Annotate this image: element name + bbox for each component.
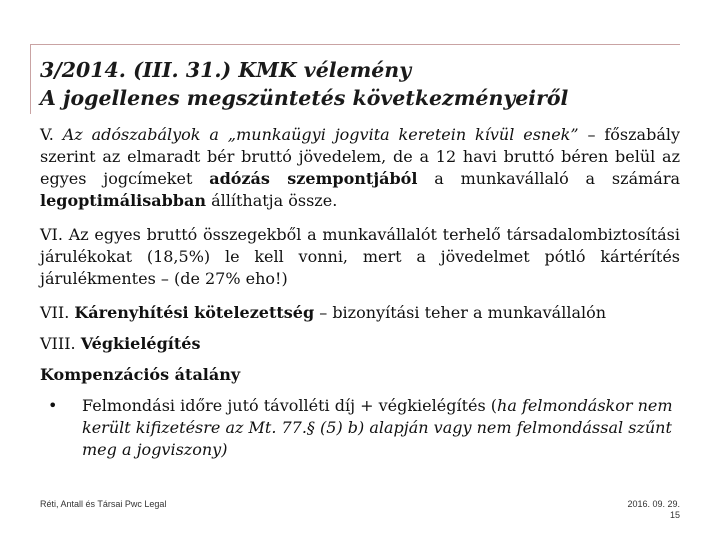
- bullet-text-plain: Felmondási időre jutó távolléti díj + végkielégítés (: [82, 396, 498, 415]
- bullet-text-italic: ha felmondáskor nem került kifizetésre az Mt. 77.§ (5) b) alapján vagy nem felmondással szűnt meg a jogviszony): [82, 396, 673, 459]
- title-line-2: A jogellenes megszüntetés következményeiről: [40, 86, 569, 110]
- frame-horizontal-line: [30, 44, 680, 45]
- paragraph-vii: [40, 302, 680, 324]
- bullet-mark: •: [48, 396, 58, 415]
- frame-vertical-line: [30, 44, 31, 114]
- para-v-italic: Az adószabályok a „munkaügyi jogvita keretein kívül esnek”: [62, 125, 579, 144]
- title-line-1: 3/2014. (III. 31.) KMK vélemény: [40, 58, 412, 82]
- footer-page-number: 15: [669, 510, 680, 520]
- para-viii-bold: Végkielégítés: [80, 334, 201, 353]
- bullet-item: [40, 395, 680, 461]
- slide-body: [40, 124, 680, 461]
- heading-kompenzacios: Kompenzációs átalány: [40, 365, 241, 384]
- para-v-bold1: adózás szempontjából: [209, 169, 418, 188]
- para-vii-bold: Kárenyhítési kötelezettség: [74, 303, 315, 322]
- footer-date: 2016. 09. 29.: [627, 499, 680, 509]
- para-v-text2: a munkavállaló a számára: [417, 169, 681, 188]
- paragraph-vi: VI. Az egyes bruttó összegekből a munkavállalót terhelő társadalombiztosítási járulékokat (18,5%) le kell vonni, mert a jövedelmet pótló kártérítés járulékmentes – (de 27% eho!): [40, 225, 680, 288]
- footer-meta: [627, 499, 680, 521]
- para-v-text3: állíthatja össze.: [205, 191, 338, 210]
- para-viii-lead: VIII.: [40, 334, 81, 353]
- para-vii-text: – bizonyítási teher a munkavállalón: [314, 303, 607, 322]
- slide-title: [40, 56, 700, 112]
- paragraph-v: [40, 124, 680, 212]
- para-v-text1: – főszabály szerint az elmaradt bér bruttó jövedelem, de a 12 havi bruttó béren belül az egyes jogcímeket: [40, 125, 681, 188]
- paragraph-viii: [40, 333, 680, 355]
- para-v-bold2: legoptimálisabban: [40, 191, 206, 210]
- para-vii-lead: VII.: [40, 303, 75, 322]
- bullet-text: [82, 395, 680, 461]
- para-v-lead: V.: [40, 125, 63, 144]
- footer-source: Réti, Antall és Társai Pwc Legal: [40, 499, 167, 509]
